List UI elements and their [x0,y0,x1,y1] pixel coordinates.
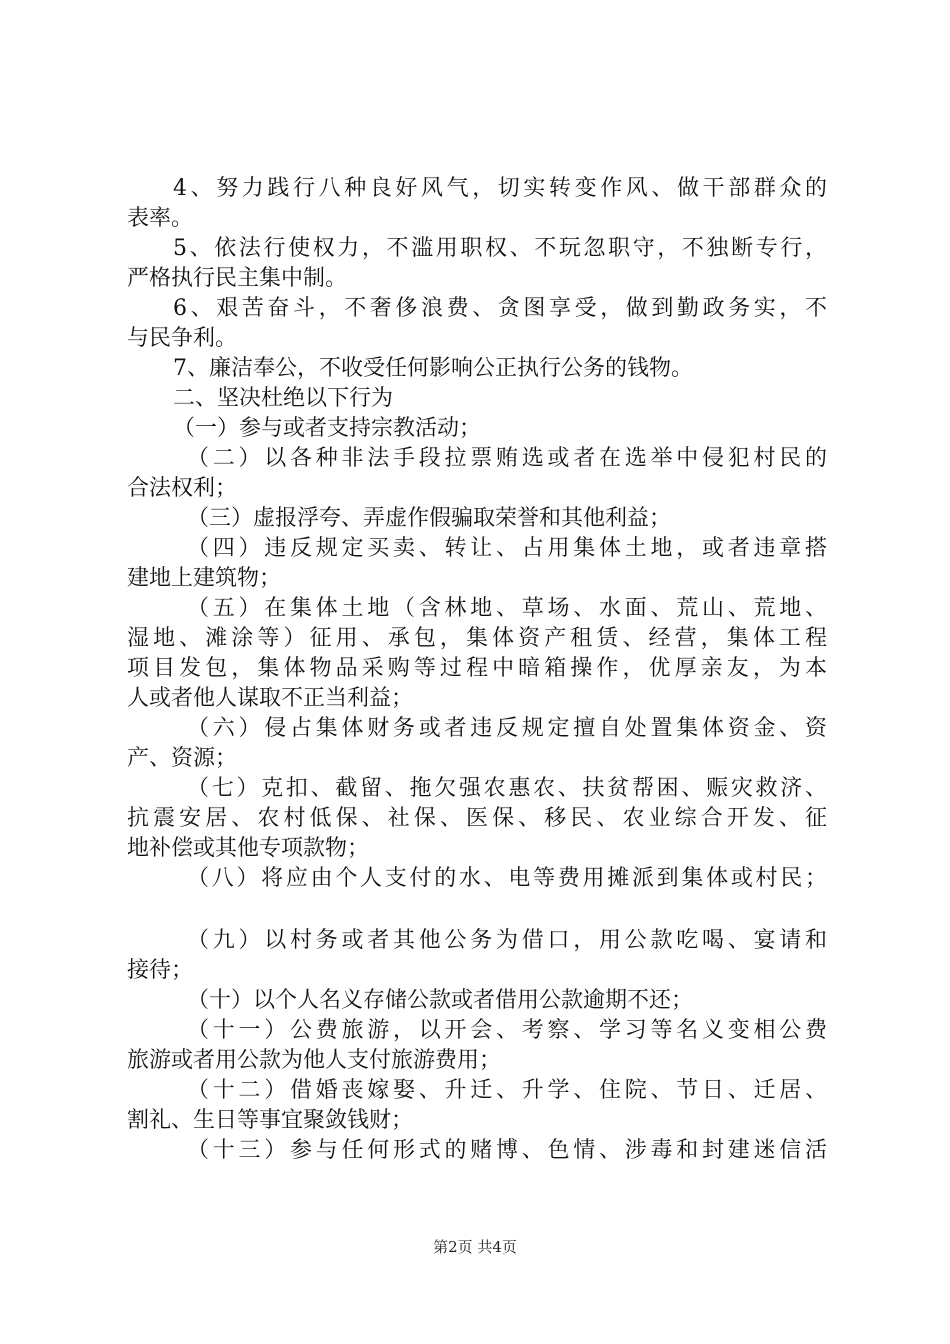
text-line: 人或者他人谋取不正当利益； [127,686,414,711]
document-body [127,174,827,1166]
text-line: （五）在集体土地（含林地、草场、水面、荒山、荒地、 [187,596,827,621]
text-line: 旅游或者用公款为他人支付旅游费用； [127,1048,502,1073]
text-line: 合法权利； [127,476,238,501]
text-line: 与民争利。 [127,326,238,351]
text-line: 二、坚决杜绝以下行为 [173,386,394,411]
text-line: 接待； [127,958,194,983]
text-line: （一）参与或者支持宗教活动； [173,416,482,441]
text-line: 项目发包，集体物品采购等过程中暗箱操作，优厚亲友，为本 [127,656,827,681]
text-line: 6、艰苦奋斗，不奢侈浪费、贪图享受，做到勤政务实，不 [173,296,827,321]
text-line: （九）以村务或者其他公务为借口，用公款吃喝、宴请和 [187,928,827,953]
text-line: （十）以个人名义存储公款或者借用公款逾期不还； [187,988,694,1013]
text-line: （七）克扣、截留、拖欠强农惠农、扶贫帮困、赈灾救济、 [187,776,827,801]
text-line: 表率。 [127,206,194,231]
text-line: （三）虚报浮夸、弄虚作假骗取荣誉和其他利益； [187,506,672,531]
text-line: 湿地、滩涂等）征用、承包，集体资产租赁、经营，集体工程 [127,626,827,651]
text-line: 7、廉洁奉公，不收受任何影响公正执行公务的钱物。 [173,356,693,381]
page-footer: 第2页 共4页 [433,1238,517,1256]
text-line: 地补偿或其他专项款物； [127,836,370,861]
text-line: （十三）参与任何形式的赌博、色情、涉毒和封建迷信活 [187,1138,827,1163]
blank-line [127,894,827,926]
text-line: 5、依法行使权力，不滥用职权、不玩忽职守，不独断专行， [173,236,827,261]
text-line: （八）将应由个人支付的水、电等费用摊派到集体或村民； [187,866,827,891]
text-line: 产、资源； [127,746,238,771]
text-line: （四）违反规定买卖、转让、占用集体土地，或者违章搭 [187,536,827,561]
text-line: （十二）借婚丧嫁娶、升迁、升学、住院、节日、迁居、 [187,1078,827,1103]
text-line: 严格执行民主集中制。 [127,266,348,291]
text-line: （二）以各种非法手段拉票贿选或者在选举中侵犯村民的 [187,446,827,471]
text-line: 建地上建筑物； [127,566,282,591]
text-line: 抗震安居、农村低保、社保、医保、移民、农业综合开发、征 [127,806,827,831]
text-line: （六）侵占集体财务或者违反规定擅自处置集体资金、资 [187,716,827,741]
text-line: （十一）公费旅游，以开会、考察、学习等名义变相公费 [187,1018,827,1043]
text-line: 割礼、生日等事宜聚敛钱财； [127,1108,414,1133]
text-line: 4、努力践行八种良好风气，切实转变作风、做干部群众的 [173,176,827,201]
